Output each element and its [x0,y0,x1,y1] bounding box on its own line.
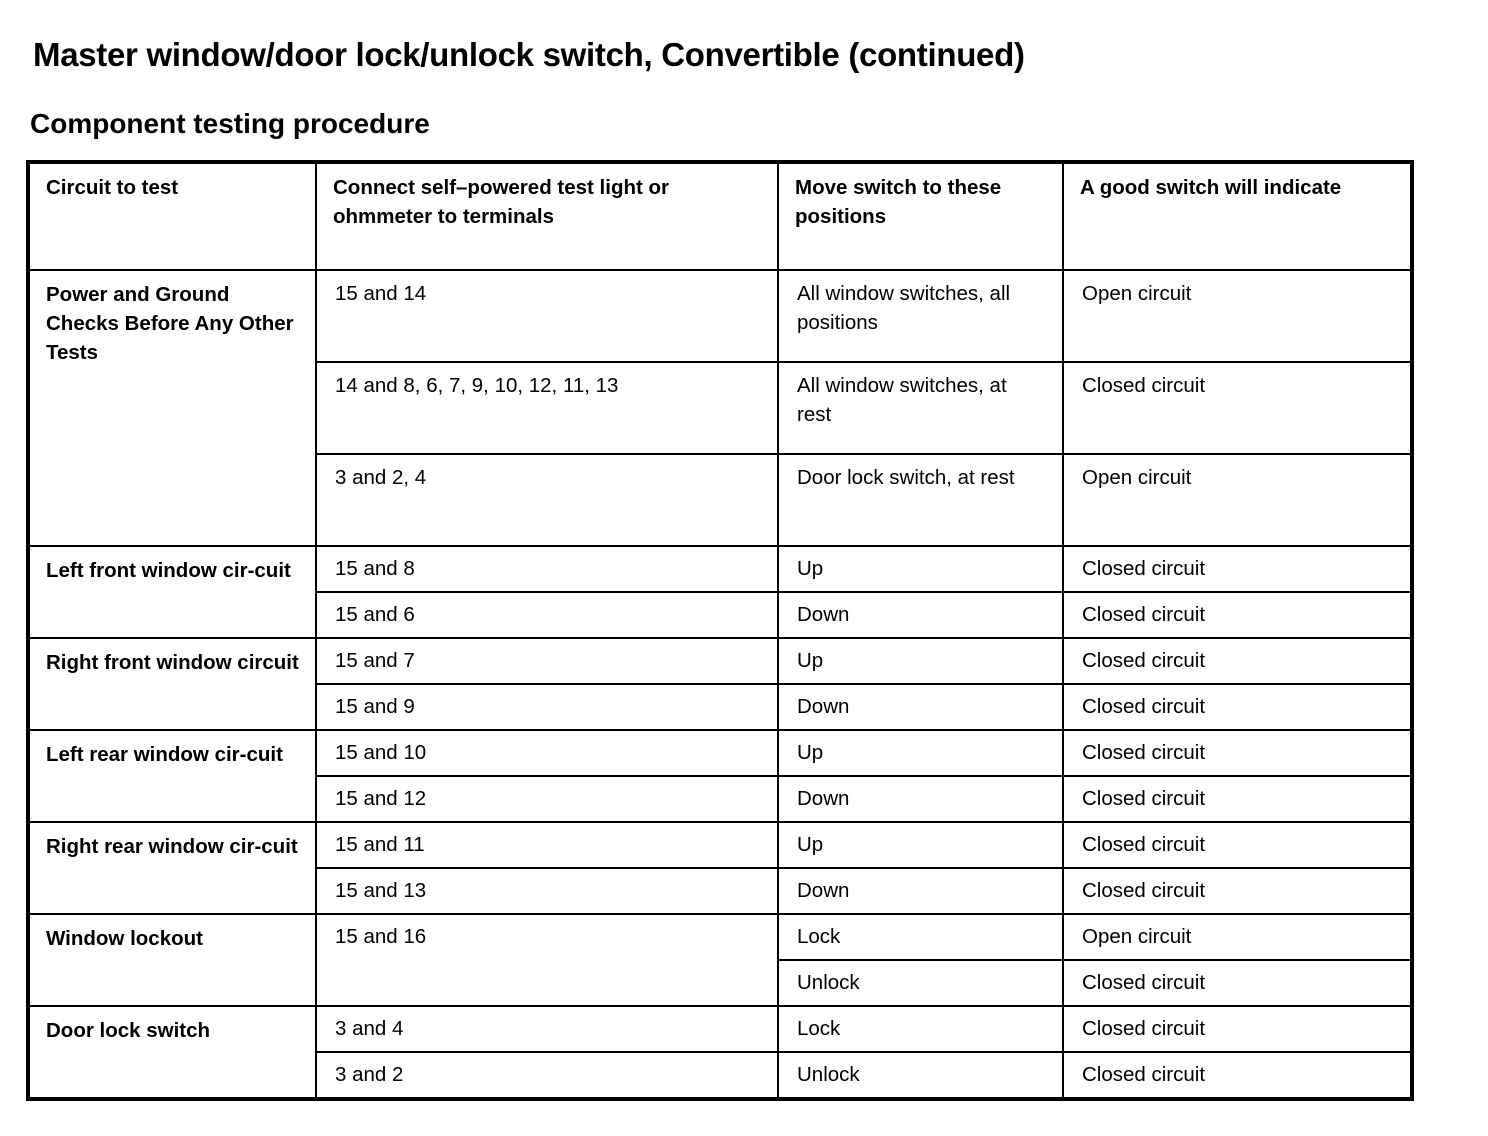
circuit-power-ground: Power and Ground Checks Before Any Other Tests [28,270,316,546]
header-indicate: A good switch will indicate [1063,162,1412,270]
position-cell: Down [778,684,1063,730]
terminals-cell: 15 and 10 [316,730,778,776]
circuit-right-front-window: Right front window circuit [28,638,316,730]
terminals-cell: 3 and 4 [316,1006,778,1052]
position-cell: Up [778,546,1063,592]
terminals-cell: 15 and 8 [316,546,778,592]
component-test-table [26,160,1414,1101]
section-title: Component testing procedure [30,108,430,139]
position-cell: Lock [778,914,1063,960]
terminals-cell: 14 and 8, 6, 7, 9, 10, 12, 11, 13 [316,362,778,454]
terminals-cell: 15 and 12 [316,776,778,822]
result-cell: Closed circuit [1063,1006,1412,1052]
table-row [28,638,1412,684]
position-cell: Unlock [778,1052,1063,1099]
terminals-cell: 15 and 11 [316,822,778,868]
position-cell: Up [778,822,1063,868]
result-cell: Closed circuit [1063,868,1412,914]
header-circuit: Circuit to test [28,162,316,270]
result-cell: Closed circuit [1063,730,1412,776]
terminals-cell: 15 and 14 [316,270,778,362]
position-cell: Lock [778,1006,1063,1052]
circuit-right-rear-window: Right rear window cir-cuit [28,822,316,914]
result-cell: Closed circuit [1063,546,1412,592]
page-title: Master window/door lock/unlock switch, Convertible (continued) [33,36,1025,73]
position-cell: Door lock switch, at rest [778,454,1063,546]
position-cell: Down [778,592,1063,638]
terminals-cell: 3 and 2 [316,1052,778,1099]
position-cell: Down [778,776,1063,822]
result-cell: Closed circuit [1063,960,1412,1006]
position-cell: All window switches, all positions [778,270,1063,362]
circuit-left-front-window: Left front window cir-cuit [28,546,316,638]
table-row [28,730,1412,776]
position-cell: All window switches, at rest [778,362,1063,454]
table-header-row [28,162,1412,270]
table-row [28,270,1412,362]
result-cell: Closed circuit [1063,638,1412,684]
result-cell: Closed circuit [1063,1052,1412,1099]
circuit-left-rear-window: Left rear window cir-cuit [28,730,316,822]
terminals-cell: 15 and 7 [316,638,778,684]
terminals-cell: 15 and 13 [316,868,778,914]
table-row [28,546,1412,592]
position-cell: Up [778,638,1063,684]
circuit-window-lockout: Window lockout [28,914,316,1006]
table-row [28,822,1412,868]
terminals-cell: 15 and 16 [316,914,778,1006]
header-positions: Move switch to these positions [778,162,1063,270]
result-cell: Closed circuit [1063,592,1412,638]
result-cell: Closed circuit [1063,362,1412,454]
result-cell: Closed circuit [1063,684,1412,730]
terminals-cell: 3 and 2, 4 [316,454,778,546]
result-cell: Open circuit [1063,454,1412,546]
terminals-cell: 15 and 6 [316,592,778,638]
result-cell: Open circuit [1063,914,1412,960]
result-cell: Closed circuit [1063,776,1412,822]
header-terminals: Connect self–powered test light or ohmmeter to terminals [316,162,778,270]
table-row [28,1006,1412,1052]
table-row [28,914,1412,960]
position-cell: Unlock [778,960,1063,1006]
position-cell: Up [778,730,1063,776]
circuit-door-lock-switch: Door lock switch [28,1006,316,1099]
result-cell: Closed circuit [1063,822,1412,868]
result-cell: Open circuit [1063,270,1412,362]
test-table-container [26,160,1410,1101]
position-cell: Down [778,868,1063,914]
terminals-cell: 15 and 9 [316,684,778,730]
